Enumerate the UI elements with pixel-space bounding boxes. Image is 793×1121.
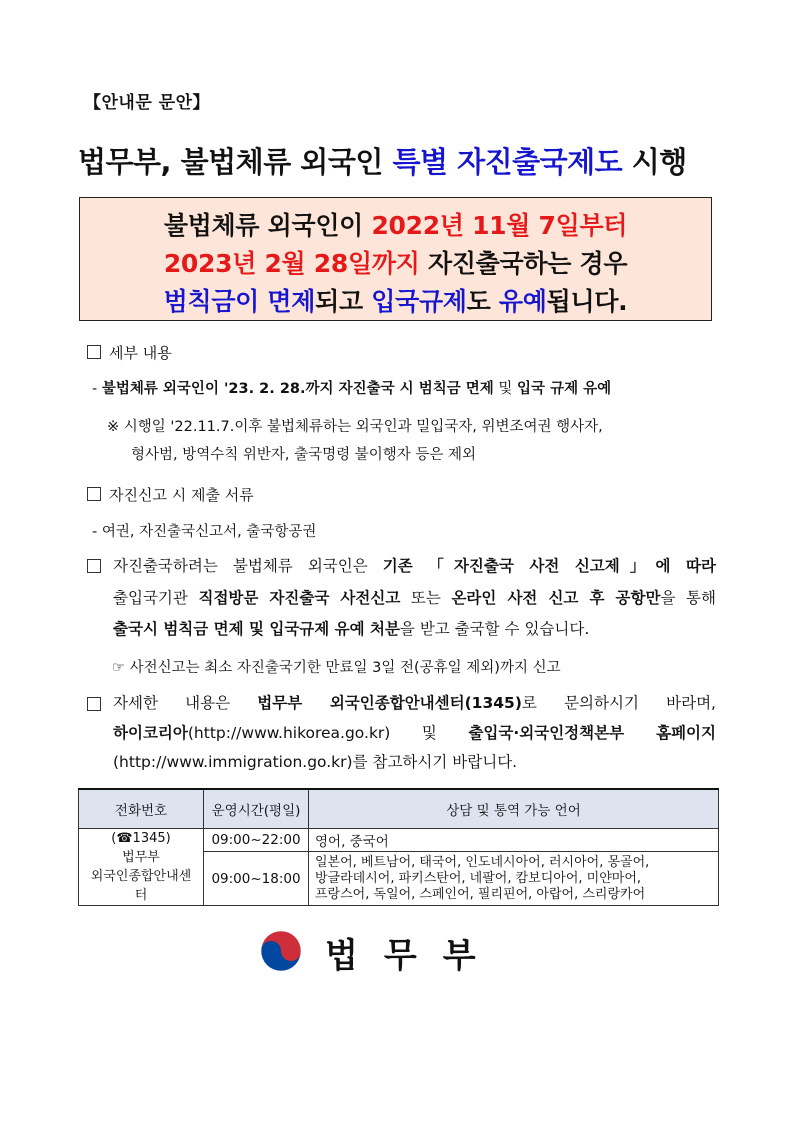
highlight-deferral: 유예 xyxy=(498,287,547,316)
section-heading-text: 세부 내용 xyxy=(109,344,172,362)
section3-line-2 xyxy=(113,584,716,612)
highlight-line-3 xyxy=(80,282,711,318)
section3-text: 또는 xyxy=(400,589,452,607)
table-row xyxy=(79,829,719,852)
table-cell-hours: 09:00~22:00 xyxy=(204,829,309,852)
detail-conjunction: 및 xyxy=(493,381,518,397)
section-details-note-line-2: 형사범, 방역수칙 위반자, 출국명령 불이행자 등은 제외 xyxy=(131,447,477,463)
table-cell-languages: 영어, 중국어 xyxy=(309,829,719,852)
hikorea-name: 하이코리아 xyxy=(113,724,188,742)
summary-highlight-box xyxy=(79,197,712,321)
ministry-name: 법무부 xyxy=(325,936,502,976)
languages-line: 일본어, 베트남어, 태국어, 인도네시아어, 러시아어, 몽골어, xyxy=(315,854,650,870)
contact-info-table xyxy=(78,788,719,906)
taegeuk-emblem-icon xyxy=(259,929,303,973)
highlight-entry-ban: 입국규제 xyxy=(371,287,467,316)
note-mark: ※ xyxy=(107,419,124,435)
section4-line-2 xyxy=(113,719,716,747)
section3-visit-report: 직접방문 자진출국 사전신고 xyxy=(198,589,401,607)
table-cell-languages xyxy=(309,852,719,906)
section4-line-1 xyxy=(113,689,716,717)
section3-text: 자진출국하려는 불법체류 외국인은 xyxy=(113,557,383,575)
section-details-item xyxy=(92,377,611,398)
title-part-3: 시행 xyxy=(622,145,687,179)
info-center-name: 법무부 외국인종합안내센터(1345) xyxy=(257,694,522,712)
table-header-hours: 운영시간(평일) xyxy=(204,789,309,829)
hikorea-url: (http://www.hikorea.go.kr) 및 xyxy=(187,724,469,742)
section4-line-3: (http://www.immigration.go.kr)를 참고하시기 바랍니다. xyxy=(113,753,518,771)
highlight-line-2 xyxy=(80,244,711,280)
section4-bullet xyxy=(87,696,109,714)
section4-text: 자세한 내용은 xyxy=(113,694,258,712)
section3-existing-system: 기존 「자진출국 사전 신고제」에 따라 xyxy=(382,557,716,575)
section3-disposition: 출국시 범칙금 면제 및 입국규제 유예 처분 xyxy=(113,620,400,638)
title-emphasis: 특별 자진출국제도 xyxy=(392,145,623,179)
immigration-homepage-name: 출입국·외국인정책본부 홈페이지 xyxy=(468,724,716,742)
section-details-heading xyxy=(87,342,172,363)
section3-text: 을 받고 출국할 수 있습니다. xyxy=(399,620,590,638)
section3-text: 출입국기관 xyxy=(113,589,199,607)
document-tag: 【안내문 문안】 xyxy=(84,93,211,113)
square-bullet-icon xyxy=(87,559,101,573)
section4-text: 로 문의하시기 바라며, xyxy=(521,694,716,712)
table-cell-hours: 09:00~18:00 xyxy=(204,852,309,906)
section3-online-report: 온라인 사전 신고 후 공항만 xyxy=(451,589,661,607)
table-cell-phone xyxy=(79,829,204,906)
detail-entry-deferral: 입국 규제 유예 xyxy=(517,381,612,397)
section-details-note-line-1 xyxy=(107,415,603,436)
highlight-fine-waiver: 범칙금이 면제 xyxy=(163,287,316,316)
detail-fine-exemption: 불법체류 외국인이 '23. 2. 28.까지 자진출국 시 범칙금 면제 xyxy=(101,381,494,397)
highlight-text: 도 xyxy=(466,287,499,316)
square-bullet-icon xyxy=(87,487,101,501)
square-bullet-icon xyxy=(87,697,101,711)
section3-line-1 xyxy=(113,552,716,580)
section3-bullet xyxy=(87,558,109,576)
highlight-text: 불법체류 외국인이 xyxy=(163,211,372,240)
highlight-text: 자진출국하는 경우 xyxy=(419,249,628,278)
section-documents-heading xyxy=(87,484,254,505)
phone-number: (☎1345) xyxy=(111,831,171,846)
highlight-line-1 xyxy=(80,206,711,242)
title-part-1: 법무부, 불법체류 외국인 xyxy=(78,145,393,179)
ministry-logo xyxy=(255,926,545,976)
highlight-text: 됩니다. xyxy=(546,287,628,316)
section3-line-3 xyxy=(113,615,589,643)
section3-tip: ☞ 사전신고는 최소 자진출국기한 만료일 3일 전(공휴일 제외)까지 신고 xyxy=(112,660,561,676)
page-title xyxy=(78,140,738,181)
languages-line: 프랑스어, 독일어, 스페인어, 필리핀어, 아랍어, 스리랑카어 xyxy=(315,886,646,902)
section3-text: 을 통해 xyxy=(660,589,716,607)
highlight-text: 되고 xyxy=(315,287,372,316)
table-header-languages: 상담 및 통역 가능 언어 xyxy=(309,789,719,829)
dash-marker: - xyxy=(92,381,102,397)
square-bullet-icon xyxy=(87,345,101,359)
highlight-start-date: 2022년 11월 7일부터 xyxy=(371,211,628,240)
phone-center: 외국인종합안내센터 xyxy=(90,869,192,903)
table-header-row xyxy=(79,789,719,829)
highlight-end-date: 2023년 2월 28일까지 xyxy=(163,249,420,278)
section-heading-text: 자진신고 시 제출 서류 xyxy=(109,486,254,504)
note-text: 시행일 '22.11.7.이후 불법체류하는 외국인과 밀입국자, 위변조여권 행사자, xyxy=(123,419,603,435)
table-header-phone: 전화번호 xyxy=(79,789,204,829)
section-documents-item: - 여권, 자진출국신고서, 출국항공권 xyxy=(92,524,317,540)
phone-org: 법무부 xyxy=(122,850,160,865)
languages-line: 방글라데시어, 파키스탄어, 네팔어, 캄보디아어, 미얀마어, xyxy=(315,870,642,886)
